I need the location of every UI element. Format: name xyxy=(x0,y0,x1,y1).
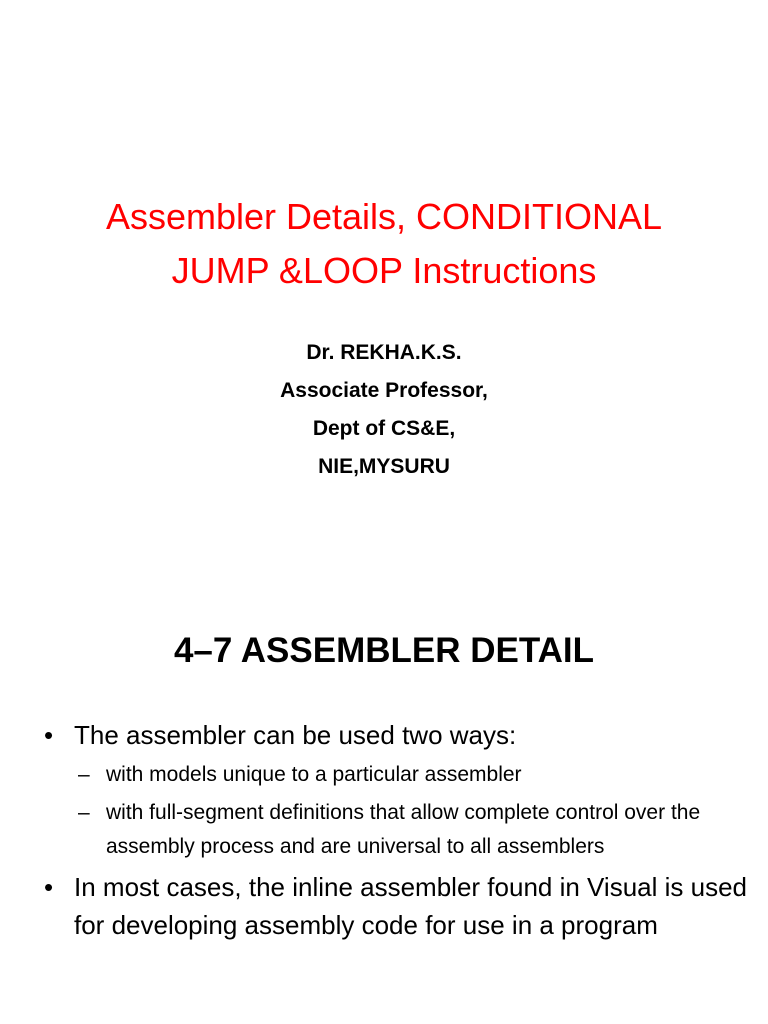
slide-title xyxy=(40,190,728,298)
dash-icon: – xyxy=(78,801,90,824)
slide-title-line-1: Assembler Details, CONDITIONAL xyxy=(105,196,663,237)
bullet-icon: • xyxy=(44,872,54,902)
author-position: Associate Professor, xyxy=(280,379,488,402)
author-block xyxy=(0,334,768,486)
bullet-icon: • xyxy=(44,720,54,750)
list-item-text: In most cases, the inline assembler found in Visual is used for developing assembly code for use in a program xyxy=(74,872,747,940)
content-slide xyxy=(0,576,768,1024)
section-heading: 4–7 ASSEMBLER DETAIL xyxy=(173,631,595,670)
bullet-list xyxy=(44,716,748,948)
sub-list-item-text: with models unique to a particular assembler xyxy=(106,763,522,786)
sub-list-item xyxy=(44,758,748,792)
author-institution: NIE,MYSURU xyxy=(318,455,450,478)
list-item xyxy=(44,868,748,944)
dash-icon: – xyxy=(78,763,90,786)
slide-title-line-2: JUMP &LOOP Instructions xyxy=(171,250,597,291)
sub-list-item-text: with full-segment definitions that allow complete control over the assembly process and are universal to all assemblers xyxy=(106,801,701,858)
list-item-text: The assembler can be used two ways: xyxy=(74,720,517,750)
author-department: Dept of CS&E, xyxy=(312,417,456,440)
sub-list-item xyxy=(44,796,748,864)
author-name: Dr. REKHA.K.S. xyxy=(306,341,462,364)
list-item xyxy=(44,716,748,754)
